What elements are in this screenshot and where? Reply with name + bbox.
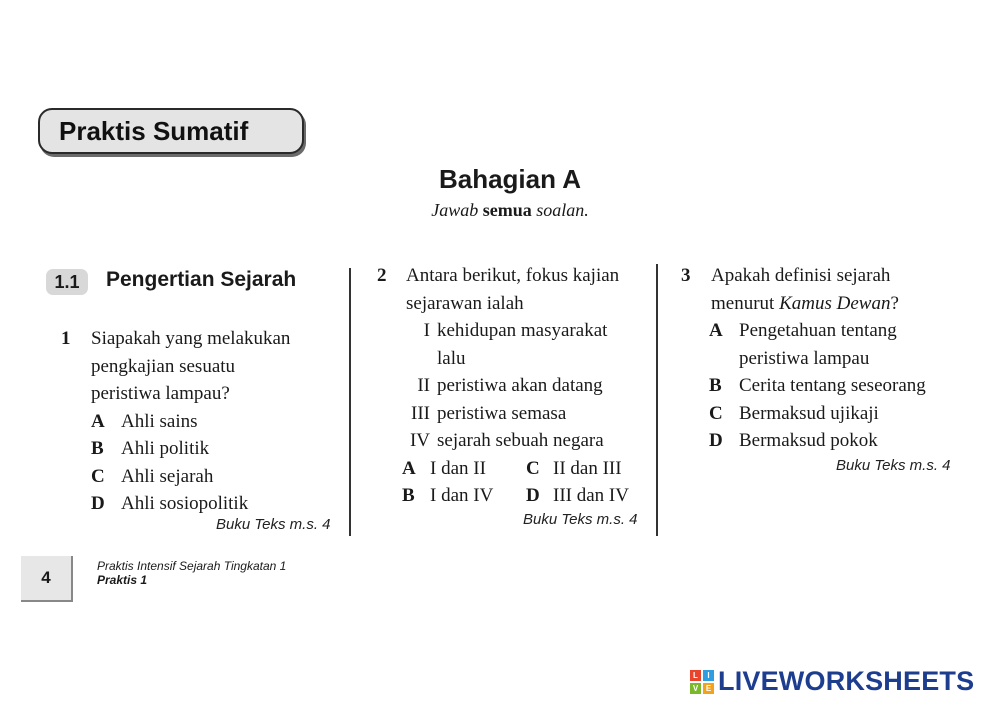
- option-letter: D: [526, 485, 540, 506]
- answer-option[interactable]: [91, 490, 290, 518]
- statement-item: [399, 400, 656, 428]
- statement-text: lalu: [437, 347, 466, 369]
- option-letter: B: [402, 485, 415, 506]
- logo-mark-letter: E: [703, 683, 714, 694]
- answer-option[interactable]: [402, 482, 526, 510]
- option-letter: A: [709, 320, 723, 341]
- option-letter: B: [709, 375, 722, 396]
- textbook-reference: Buku Teks m.s. 4: [216, 516, 331, 533]
- option-letter: A: [402, 457, 416, 479]
- option-letter: D: [91, 493, 105, 514]
- answer-option[interactable]: [91, 408, 290, 436]
- option-text: Pengetahuan tentang: [739, 320, 897, 341]
- option-text: Bermaksud pokok: [739, 430, 878, 451]
- option-text: Cerita tentang seseorang: [739, 375, 926, 396]
- question-stem-line: Apakah definisi sejarah: [711, 265, 891, 286]
- answer-option[interactable]: [91, 435, 290, 463]
- column-divider: [349, 268, 351, 536]
- option-text: peristiwa lampau: [739, 347, 870, 369]
- question-stem-line: sejarawan ialah: [406, 292, 524, 314]
- answer-option[interactable]: [709, 427, 926, 455]
- logo-mark-icon: [690, 670, 714, 694]
- topic-title: Pengertian Sejarah: [106, 268, 297, 291]
- statement-numeral: I: [423, 320, 430, 341]
- header-title: Praktis Sumatif: [59, 115, 249, 146]
- option-letter: C: [709, 402, 723, 424]
- option-letter: C: [91, 465, 105, 487]
- footer-book-title: Praktis Intensif Sejarah Tingkatan 1: [97, 559, 287, 573]
- question-stem-line: Siapakah yang melakukan: [91, 328, 291, 349]
- liveworksheets-logo[interactable]: [690, 666, 974, 697]
- footer-book-info: [97, 559, 286, 587]
- logo-mark-letter: L: [690, 670, 701, 681]
- instruction: [360, 200, 660, 221]
- statement-text: peristiwa akan datang: [437, 375, 603, 396]
- question-2: [377, 262, 656, 510]
- question-stem-line: peristiwa lampau?: [91, 383, 230, 404]
- option-letter: C: [526, 457, 540, 479]
- option-text: Ahli sosiopolitik: [121, 493, 249, 514]
- topic-number-badge: 1.1: [46, 269, 88, 295]
- page-number: 4: [21, 556, 73, 602]
- statement-item: [399, 427, 656, 455]
- answer-option[interactable]: [709, 317, 926, 372]
- answer-option[interactable]: [709, 400, 926, 428]
- answer-option[interactable]: [526, 455, 656, 483]
- answer-option[interactable]: [91, 463, 290, 491]
- instruction-part1: Jawab: [431, 200, 483, 220]
- stem-italic-text: Kamus Dewan: [779, 292, 891, 314]
- answer-option[interactable]: [709, 372, 926, 400]
- option-letter: D: [709, 430, 723, 451]
- question-3: [681, 262, 926, 455]
- stem-text: menurut: [711, 292, 780, 314]
- section-title: Bahagian A: [438, 164, 582, 194]
- option-text: III dan IV: [553, 485, 629, 506]
- option-text: Bermaksud ujikaji: [739, 402, 879, 424]
- footer-subtitle: Praktis 1: [97, 573, 148, 587]
- question-number: 1: [61, 328, 71, 349]
- question-stem-line: pengkajian sesuatu: [91, 355, 236, 377]
- option-text: II dan III: [553, 457, 622, 479]
- option-letter: A: [91, 410, 105, 432]
- question-stem-line: Antara berikut, fokus kajian: [406, 265, 620, 286]
- statement-numeral: II: [417, 375, 430, 396]
- logo-mark-letter: V: [690, 683, 701, 694]
- statement-text: kehidupan masyarakat: [437, 320, 608, 341]
- question-number: 2: [377, 265, 387, 286]
- statement-text: sejarah sebuah negara: [437, 430, 604, 451]
- answer-option[interactable]: [402, 455, 526, 483]
- instruction-part2: soalan.: [531, 200, 589, 220]
- column-divider: [656, 264, 658, 536]
- option-text: Ahli sejarah: [121, 465, 214, 487]
- statement-item: [399, 317, 656, 372]
- question-number: 3: [681, 265, 691, 286]
- answer-option[interactable]: [526, 482, 656, 510]
- logo-mark-letter: I: [703, 670, 714, 681]
- section-header-pill: [38, 108, 304, 154]
- stem-text: ?: [890, 292, 899, 314]
- textbook-reference: Buku Teks m.s. 4: [523, 511, 638, 528]
- statement-item: [399, 372, 656, 400]
- logo-text: LIVEWORKSHEETS: [718, 666, 975, 696]
- question-stem-line: [711, 290, 926, 318]
- statement-numeral: III: [411, 402, 430, 424]
- textbook-reference: Buku Teks m.s. 4: [836, 457, 951, 474]
- option-letter: B: [91, 438, 104, 459]
- option-text: Ahli politik: [121, 438, 210, 459]
- statement-numeral: IV: [409, 430, 430, 451]
- option-text: I dan IV: [430, 485, 494, 506]
- option-text: I dan II: [430, 457, 486, 479]
- instruction-bold: semua: [482, 200, 532, 220]
- question-1: [61, 325, 290, 518]
- statement-text: peristiwa semasa: [437, 402, 567, 424]
- option-text: Ahli sains: [121, 410, 198, 432]
